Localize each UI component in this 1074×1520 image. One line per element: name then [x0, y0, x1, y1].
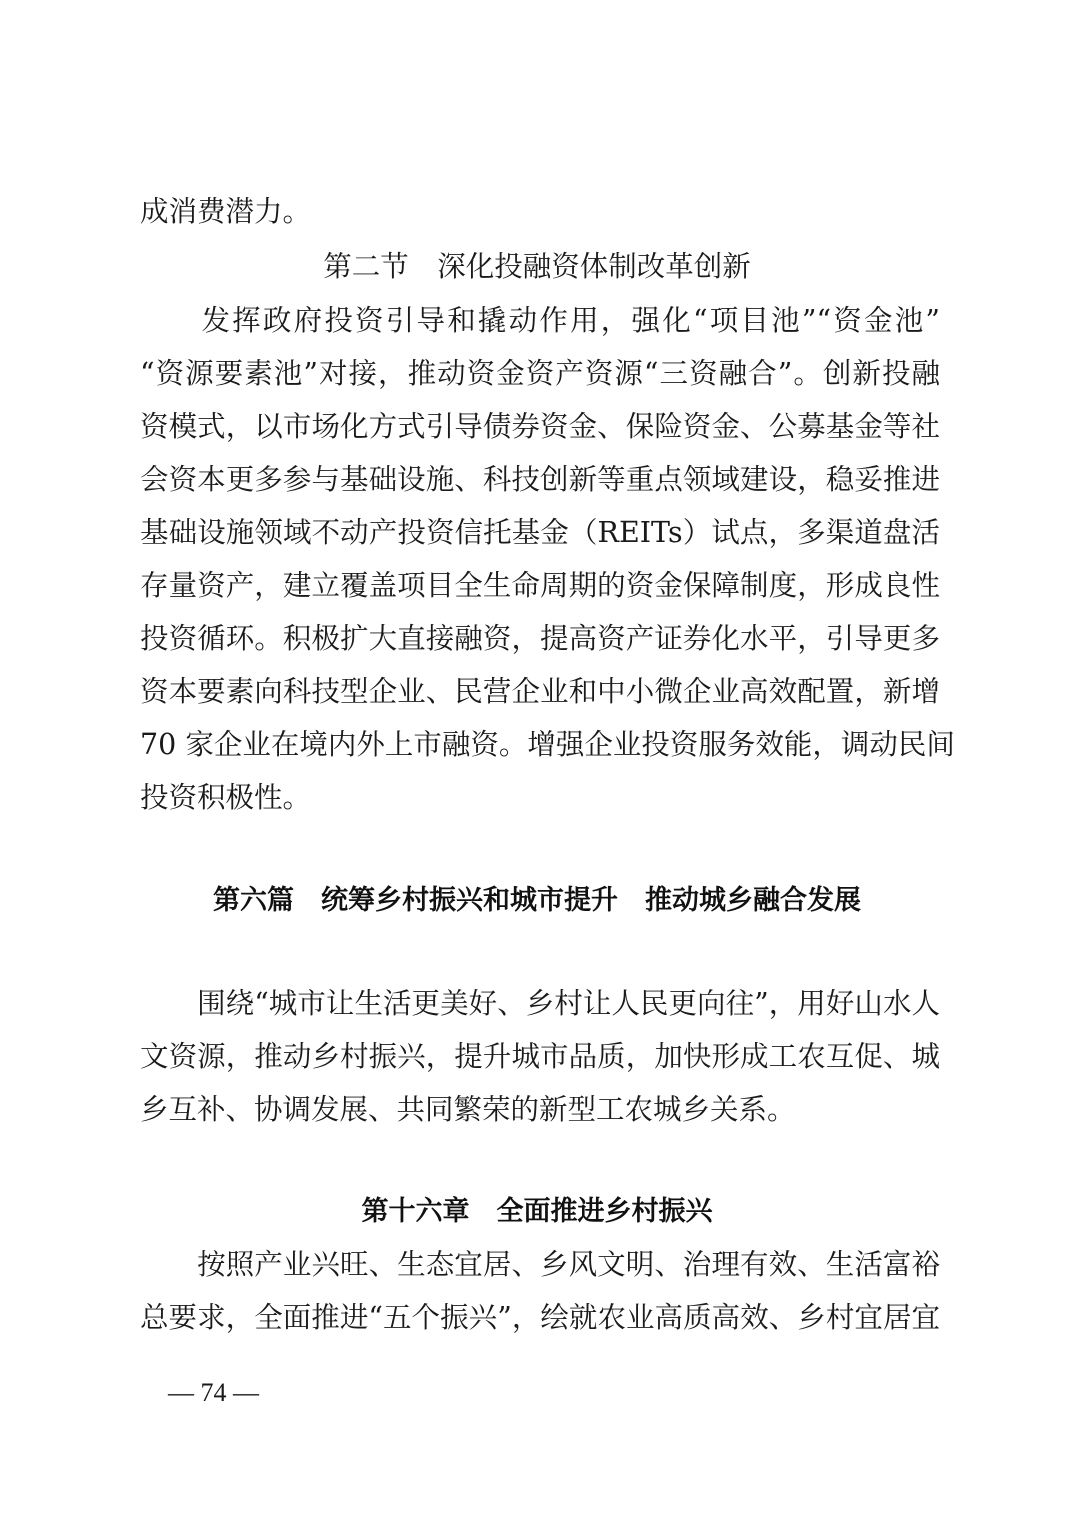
paragraph-line: 围绕“城市让生活更美好、乡村让人民更向往”，用好山水人 [140, 987, 940, 1020]
paragraph-line: 文资源，推动乡村振兴，提升城市品质，加快形成工农互促、城 [140, 1040, 940, 1073]
paragraph-line: 按照产业兴旺、生态宜居、乡风文明、治理有效、生活富裕 [140, 1248, 940, 1281]
paragraph-line: 资本要素向科技型企业、民营企业和中小微企业高效配置，新增 [140, 675, 940, 708]
paragraph-line: 资模式，以市场化方式引导债券资金、保险资金、公募基金等社 [140, 410, 940, 443]
part-title: 第六篇 统筹乡村振兴和城市提升 推动城乡融合发展 [213, 885, 861, 916]
paragraph-line: 基础设施领域不动产投资信托基金（REITs）试点，多渠道盘活 [140, 516, 940, 549]
paragraph-line: 投资积极性。 [140, 781, 312, 814]
paragraph-line: 70 家企业在境内外上市融资。增强企业投资服务效能，调动民间 [140, 728, 955, 761]
page-number: — 74 — [168, 1378, 259, 1407]
section-title: 第二节 深化投融资体制改革创新 [323, 250, 751, 283]
paragraph-line: 发挥政府投资引导和撬动作用，强化“项目池”“资金池” [140, 304, 940, 337]
paragraph-line: 乡互补、协调发展、共同繁荣的新型工农城乡关系。 [140, 1093, 796, 1126]
chapter-title: 第十六章 全面推进乡村振兴 [361, 1196, 713, 1227]
paragraph-line: 会资本更多参与基础设施、科技创新等重点领域建设，稳妥推进 [140, 463, 940, 496]
continuation-line: 成消费潜力。 [140, 195, 312, 228]
paragraph-line: 总要求，全面推进“五个振兴”，绘就农业高质高效、乡村宜居宜 [140, 1301, 940, 1334]
paragraph-line: “资源要素池”对接，推动资金资产资源“三资融合”。创新投融 [140, 357, 940, 390]
paragraph-line: 投资循环。积极扩大直接融资，提高资产证券化水平，引导更多 [140, 622, 940, 655]
paragraph-line: 存量资产，建立覆盖项目全生命周期的资金保障制度，形成良性 [140, 569, 940, 602]
